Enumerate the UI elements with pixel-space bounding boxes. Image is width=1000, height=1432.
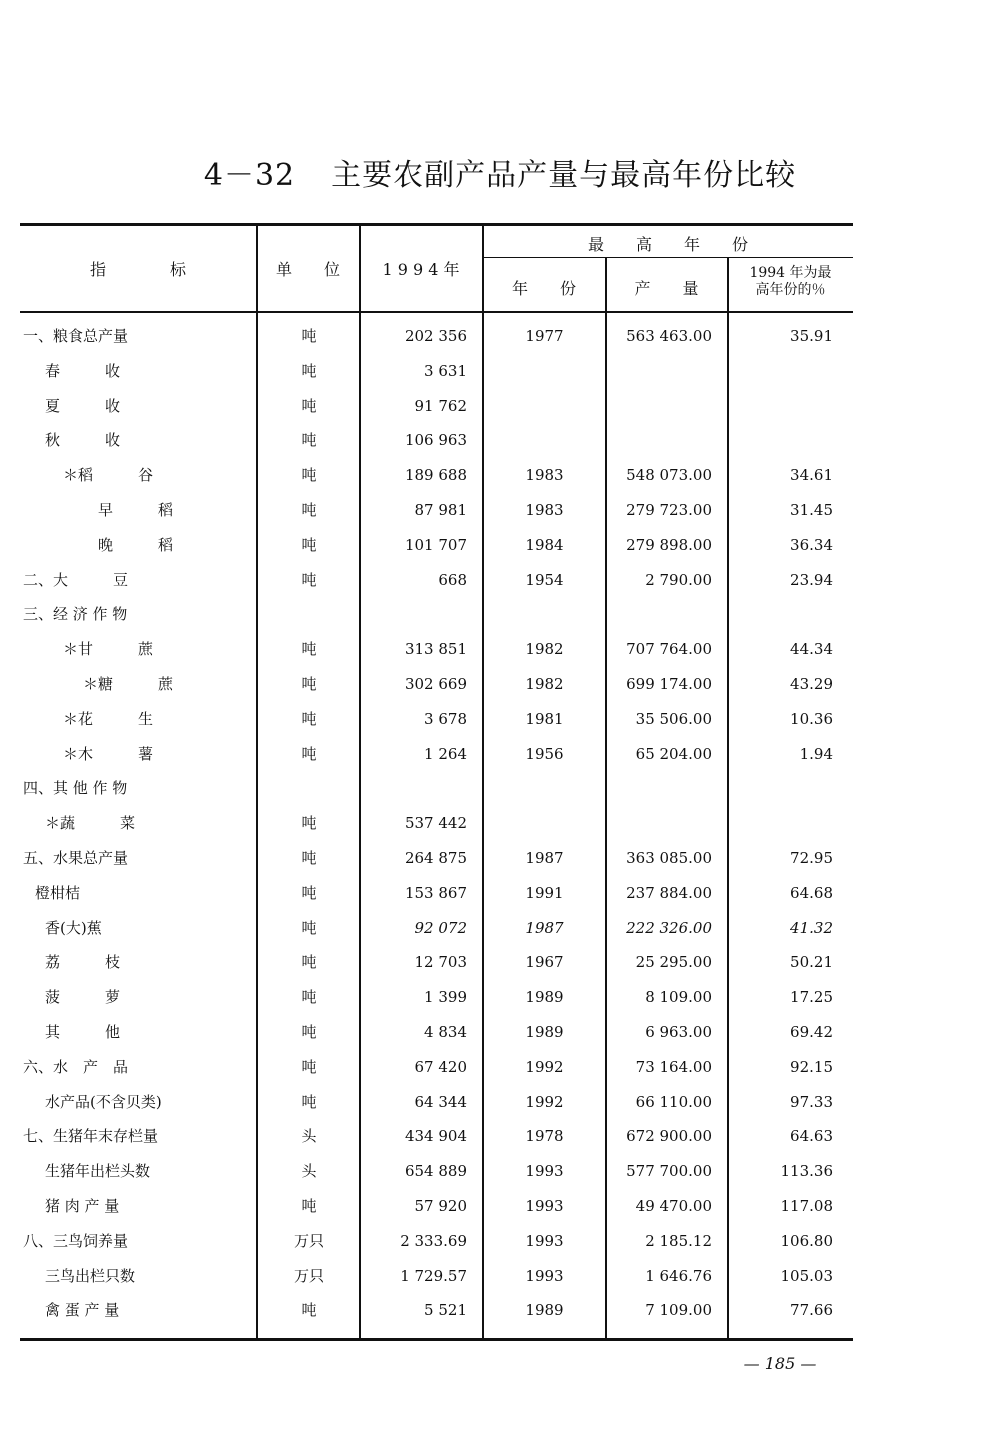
cell-production: 279 723.00 (626, 501, 712, 519)
cell-v1994: 153 867 (404, 883, 467, 902)
cell-year: 1992 (525, 1057, 564, 1076)
cell-pct: 106.80 (780, 1231, 833, 1250)
cell-year (483, 430, 606, 450)
cell-v1994: 189 688 (404, 466, 467, 485)
cell-production: 66 110.00 (635, 1092, 712, 1111)
cell-pct: 72.95 (790, 849, 833, 867)
cell-name: ＊糖 蔗 (83, 675, 174, 693)
cell-name: 二、大 豆 (23, 570, 129, 589)
cell-year: 1993 (525, 1266, 564, 1285)
cell-name: 六、水 产 品 (23, 1057, 129, 1076)
cell-name: 秋 收 (45, 431, 121, 450)
cell-unit: 吨 (301, 640, 317, 659)
cell-pct (728, 396, 833, 416)
cell-year: 1954 (525, 570, 564, 589)
header-year: 年 份 (511, 279, 576, 298)
cell-production: 2 185.12 (645, 1231, 712, 1250)
cell-unit: 吨 (301, 1301, 317, 1320)
cell-production: 8 109.00 (645, 988, 712, 1007)
cell-year (483, 778, 606, 798)
cell-pct (728, 604, 833, 624)
cell-v1994: 67 420 (414, 1057, 467, 1076)
cell-year: 1993 (525, 1231, 564, 1250)
cell-unit: 吨 (301, 883, 317, 902)
cell-name: 夏 收 (45, 396, 121, 415)
header-percent-line1: 1994 年为最 (749, 265, 832, 281)
cell-unit: 吨 (301, 849, 317, 867)
cell-unit: 吨 (301, 709, 317, 728)
cell-unit: 万只 (293, 1266, 324, 1285)
cell-production: 237 884.00 (626, 883, 712, 902)
cell-name: 其 他 (45, 1023, 121, 1041)
cell-year: 1982 (525, 640, 564, 659)
cell-pct: 43.29 (790, 675, 833, 693)
cell-year: 1989 (525, 1023, 564, 1041)
cell-year: 1956 (525, 744, 564, 763)
cell-pct (728, 813, 833, 833)
cell-year: 1989 (525, 1301, 564, 1320)
cell-unit (257, 604, 361, 624)
cell-v1994 (360, 778, 467, 798)
cell-name: ＊花 生 (63, 709, 154, 728)
cell-year: 1993 (525, 1197, 564, 1215)
cell-unit: 吨 (301, 570, 317, 589)
cell-pct: 77.66 (790, 1301, 833, 1320)
cell-v1994: 57 920 (414, 1197, 467, 1215)
cell-unit: 吨 (301, 1023, 317, 1041)
cell-name: 三、经 济 作 物 (23, 605, 128, 624)
cell-name: ＊木 薯 (63, 744, 154, 763)
top-rule (20, 223, 853, 226)
cell-production: 2 790.00 (645, 570, 712, 589)
table-number: 4－32 (203, 158, 296, 193)
cell-unit: 头 (301, 1127, 317, 1146)
cell-pct: 1.94 (799, 744, 833, 763)
page-number: — 185 — (743, 1354, 817, 1373)
cell-unit: 吨 (301, 431, 317, 450)
cell-year: 1992 (525, 1092, 564, 1111)
cell-pct: 64.68 (790, 883, 833, 902)
cell-production: 707 764.00 (626, 640, 712, 659)
cell-production (606, 813, 712, 833)
cell-name: 水产品(不含贝类) (45, 1092, 162, 1111)
cell-v1994: 1 264 (424, 744, 467, 763)
cell-unit: 吨 (301, 361, 317, 380)
cell-unit (257, 778, 361, 798)
cell-v1994: 302 669 (404, 675, 467, 693)
cell-production: 25 295.00 (635, 953, 712, 972)
cell-production: 49 470.00 (635, 1197, 712, 1215)
data-table (20, 223, 853, 1341)
cell-unit: 吨 (301, 1197, 317, 1215)
cell-name: 五、水果总产量 (23, 849, 129, 867)
cell-pct: 92.15 (790, 1057, 833, 1076)
cell-year: 1989 (525, 988, 564, 1007)
cell-pct: 10.36 (790, 709, 833, 728)
cell-name: 香(大)蕉 (45, 918, 102, 937)
cell-name: 生猪年出栏头数 (45, 1162, 151, 1181)
cell-production: 563 463.00 (626, 327, 712, 345)
group-header-rule (483, 257, 853, 258)
cell-unit: 吨 (301, 396, 317, 415)
cell-pct: 64.63 (790, 1127, 833, 1146)
cell-pct: 97.33 (790, 1092, 833, 1111)
cell-pct: 34.61 (790, 466, 833, 485)
cell-name: 春 收 (45, 361, 121, 380)
cell-production: 577 700.00 (626, 1162, 712, 1181)
cell-production (606, 778, 712, 798)
cell-year: 1983 (525, 501, 564, 519)
cell-year: 1977 (525, 327, 564, 345)
cell-v1994: 264 875 (404, 849, 467, 867)
cell-production: 548 073.00 (626, 466, 712, 485)
cell-pct (728, 778, 833, 798)
cell-unit: 吨 (301, 1092, 317, 1111)
cell-production: 35 506.00 (635, 709, 712, 728)
cell-name: 七、生猪年末存栏量 (23, 1127, 159, 1146)
cell-pct: 44.34 (790, 640, 833, 659)
cell-v1994: 2 333.69 (400, 1231, 467, 1250)
cell-pct: 35.91 (790, 327, 833, 345)
cell-unit: 吨 (301, 918, 317, 937)
cell-year: 1982 (525, 675, 564, 693)
cell-pct: 17.25 (790, 988, 833, 1007)
cell-v1994: 1 729.57 (400, 1266, 467, 1285)
cell-unit: 吨 (301, 953, 317, 972)
cell-v1994: 537 442 (404, 814, 467, 833)
cell-v1994: 91 762 (414, 396, 467, 415)
cell-year (483, 813, 606, 833)
cell-v1994: 1 399 (424, 988, 467, 1007)
cell-v1994: 5 521 (424, 1301, 467, 1320)
header-percent (728, 265, 853, 299)
cell-v1994 (360, 604, 467, 624)
cell-production (606, 604, 712, 624)
cell-pct: 113.36 (780, 1162, 833, 1181)
header-indicator: 指 标 (89, 260, 186, 279)
cell-unit: 吨 (301, 466, 317, 485)
cell-production: 6 963.00 (645, 1023, 712, 1041)
table-title: 主要农副产品产量与最高年份比较 (331, 158, 797, 193)
cell-pct: 31.45 (790, 501, 833, 519)
cell-name: 荔 枝 (45, 953, 121, 972)
header-peak-group: 最 高 年 份 (587, 235, 748, 254)
cell-pct: 36.34 (790, 535, 833, 554)
cell-pct: 50.21 (790, 953, 833, 972)
cell-v1994: 4 834 (424, 1023, 467, 1041)
cell-v1994: 313 851 (404, 640, 467, 659)
cell-v1994: 668 (438, 570, 467, 589)
header-percent-line2: 高年份的％ (755, 282, 826, 298)
cell-name: 晚 稻 (98, 535, 174, 554)
cell-v1994: 3 678 (424, 709, 467, 728)
cell-production (606, 396, 712, 416)
cell-unit: 吨 (301, 675, 317, 693)
header-1994: 1 9 9 4 年 (382, 260, 460, 279)
cell-production: 279 898.00 (626, 535, 712, 554)
cell-v1994: 92 072 (414, 918, 467, 937)
cell-year (483, 604, 606, 624)
cell-year: 1984 (525, 535, 564, 554)
cell-name: 一、粮食总产量 (23, 327, 129, 345)
cell-v1994: 3 631 (424, 361, 467, 380)
cell-v1994: 434 904 (404, 1127, 467, 1146)
cell-v1994: 64 344 (414, 1092, 467, 1111)
cell-unit: 吨 (301, 501, 317, 519)
cell-unit: 万只 (293, 1231, 324, 1250)
cell-name: 猪 肉 产 量 (45, 1197, 120, 1215)
cell-year: 1991 (525, 883, 564, 902)
cell-name: ＊蔬 菜 (45, 814, 136, 833)
cell-v1994: 101 707 (404, 535, 467, 554)
cell-pct (728, 430, 833, 450)
cell-unit: 吨 (301, 988, 317, 1007)
cell-unit: 吨 (301, 1057, 317, 1076)
cell-unit: 吨 (301, 744, 317, 763)
header-production: 产 量 (634, 279, 699, 298)
cell-name: 四、其 他 作 物 (23, 779, 128, 798)
cell-production: 1 646.76 (645, 1266, 712, 1285)
cell-production: 65 204.00 (635, 744, 712, 763)
cell-name: ＊甘 蔗 (63, 640, 154, 659)
cell-unit: 吨 (301, 814, 317, 833)
cell-pct (728, 361, 833, 381)
cell-production: 672 900.00 (626, 1127, 712, 1146)
cell-year: 1993 (525, 1162, 564, 1181)
cell-year: 1981 (525, 709, 564, 728)
cell-v1994: 12 703 (414, 953, 467, 972)
cell-name: 三鸟出栏只数 (45, 1266, 136, 1285)
cell-v1994: 202 356 (404, 327, 467, 345)
cell-v1994: 106 963 (404, 431, 467, 450)
cell-pct: 41.32 (790, 918, 833, 937)
cell-unit: 吨 (301, 535, 317, 554)
cell-year (483, 396, 606, 416)
header-unit: 单 位 (275, 260, 340, 279)
cell-name: ＊稻 谷 (63, 466, 154, 485)
cell-year: 1967 (525, 953, 564, 972)
cell-production: 222 326.00 (626, 918, 712, 937)
cell-year: 1987 (525, 918, 564, 937)
cell-production: 7 109.00 (645, 1301, 712, 1320)
cell-production: 363 085.00 (626, 849, 712, 867)
cell-v1994: 87 981 (414, 501, 467, 519)
cell-year: 1978 (525, 1127, 564, 1146)
cell-unit: 头 (301, 1162, 317, 1181)
cell-production (606, 430, 712, 450)
cell-name: 早 稻 (98, 501, 174, 519)
cell-pct: 105.03 (780, 1266, 833, 1285)
cell-pct: 69.42 (790, 1023, 833, 1041)
cell-production (606, 361, 712, 381)
cell-name: 橙柑桔 (35, 883, 81, 902)
cell-name: 菠 萝 (45, 988, 121, 1007)
cell-unit: 吨 (301, 327, 317, 345)
cell-name: 八、三鸟饲养量 (23, 1231, 129, 1250)
cell-production: 699 174.00 (626, 675, 712, 693)
cell-pct: 117.08 (780, 1197, 833, 1215)
cell-year: 1987 (525, 849, 564, 867)
cell-v1994: 654 889 (404, 1162, 467, 1181)
cell-pct: 23.94 (790, 570, 833, 589)
cell-name: 禽 蛋 产 量 (45, 1301, 120, 1320)
cell-year: 1983 (525, 466, 564, 485)
page-title (0, 150, 1000, 194)
cell-production: 73 164.00 (635, 1057, 712, 1076)
cell-year (483, 361, 606, 381)
